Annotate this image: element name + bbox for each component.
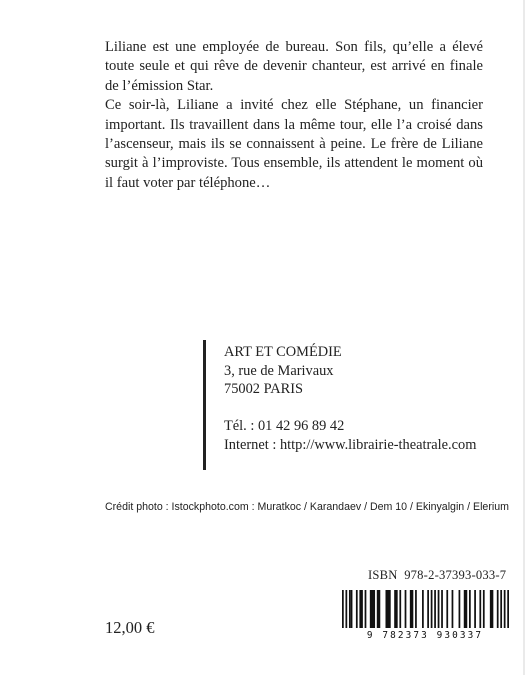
barcode-bar bbox=[415, 590, 417, 628]
barcode-bar bbox=[349, 590, 351, 628]
barcode-bar bbox=[356, 590, 358, 628]
barcode-bar bbox=[441, 590, 443, 628]
barcode-bar bbox=[490, 590, 493, 628]
barcode-bar bbox=[504, 590, 506, 628]
publisher-website: Internet : http://www.librairie-theatrale.com bbox=[224, 436, 477, 453]
barcode-bar bbox=[359, 590, 362, 628]
blurb-paragraph-2: Ce soir-là, Liliane a invité chez elle Stéphane, un financier important. Ils travaillent dans la même tour, elle l’a croisé dans l’ascenseur, mais ils se connaissent à peine. Le frère de Liliane surgit à l’improviste. Tous ensemble, ils attendent le moment où il faut voter par téléphone… bbox=[105, 97, 483, 191]
barcode-bar bbox=[351, 590, 353, 628]
barcode-bar bbox=[394, 590, 397, 628]
barcode-bar bbox=[469, 590, 471, 628]
barcode-bar bbox=[422, 590, 424, 628]
barcode-bar bbox=[464, 590, 467, 628]
barcode-bar bbox=[500, 590, 502, 628]
publisher-street: 3, rue de Marivaux bbox=[224, 362, 334, 379]
barcode-bar bbox=[497, 590, 499, 628]
barcode-bar bbox=[365, 590, 367, 628]
barcode-bar bbox=[405, 590, 407, 628]
barcode-bar bbox=[474, 590, 476, 628]
barcode-bar bbox=[452, 590, 454, 628]
isbn-barcode bbox=[338, 590, 513, 640]
barcode-bar bbox=[342, 590, 344, 628]
barcode-bar bbox=[370, 590, 375, 628]
barcode-bar bbox=[459, 590, 461, 628]
barcode-bar bbox=[438, 590, 440, 628]
barcode-bar bbox=[507, 590, 509, 628]
barcode-bar bbox=[410, 590, 413, 628]
barcode-digits: 9 782373 930337 bbox=[366, 630, 484, 640]
price: 12,00 € bbox=[105, 618, 155, 637]
barcode-bar bbox=[479, 590, 481, 628]
publisher-city: 75002 PARIS bbox=[224, 381, 304, 398]
barcode-bar bbox=[427, 590, 429, 628]
barcode-bar bbox=[385, 590, 390, 628]
publisher-name: ART ET COMÉDIE bbox=[224, 344, 342, 360]
isbn-label: ISBN 978-2-37393-033-7 bbox=[368, 568, 507, 582]
back-cover-blurb bbox=[105, 38, 483, 193]
barcode-bar bbox=[446, 590, 448, 628]
blurb-paragraph-1: Liliane est une employée de bureau. Son fils, qu’elle a élevé toute seule et qui rêve de devenir chanteur, est arrivé en finale de l’émission Star. bbox=[105, 39, 483, 94]
photo-credit: Crédit photo : Istockphoto.com : Muratkoc / Karandaev / Dem 10 / Ekinyalgin / Elerium bbox=[105, 501, 509, 513]
publisher-block bbox=[203, 340, 506, 470]
barcode-bar bbox=[377, 590, 380, 628]
barcode-bar bbox=[345, 590, 347, 628]
barcode-bar bbox=[434, 590, 436, 628]
barcode-bar bbox=[483, 590, 485, 628]
publisher-phone: Tél. : 01 42 96 89 42 bbox=[224, 418, 345, 435]
barcode-bar bbox=[399, 590, 401, 628]
barcode-bar bbox=[431, 590, 433, 628]
